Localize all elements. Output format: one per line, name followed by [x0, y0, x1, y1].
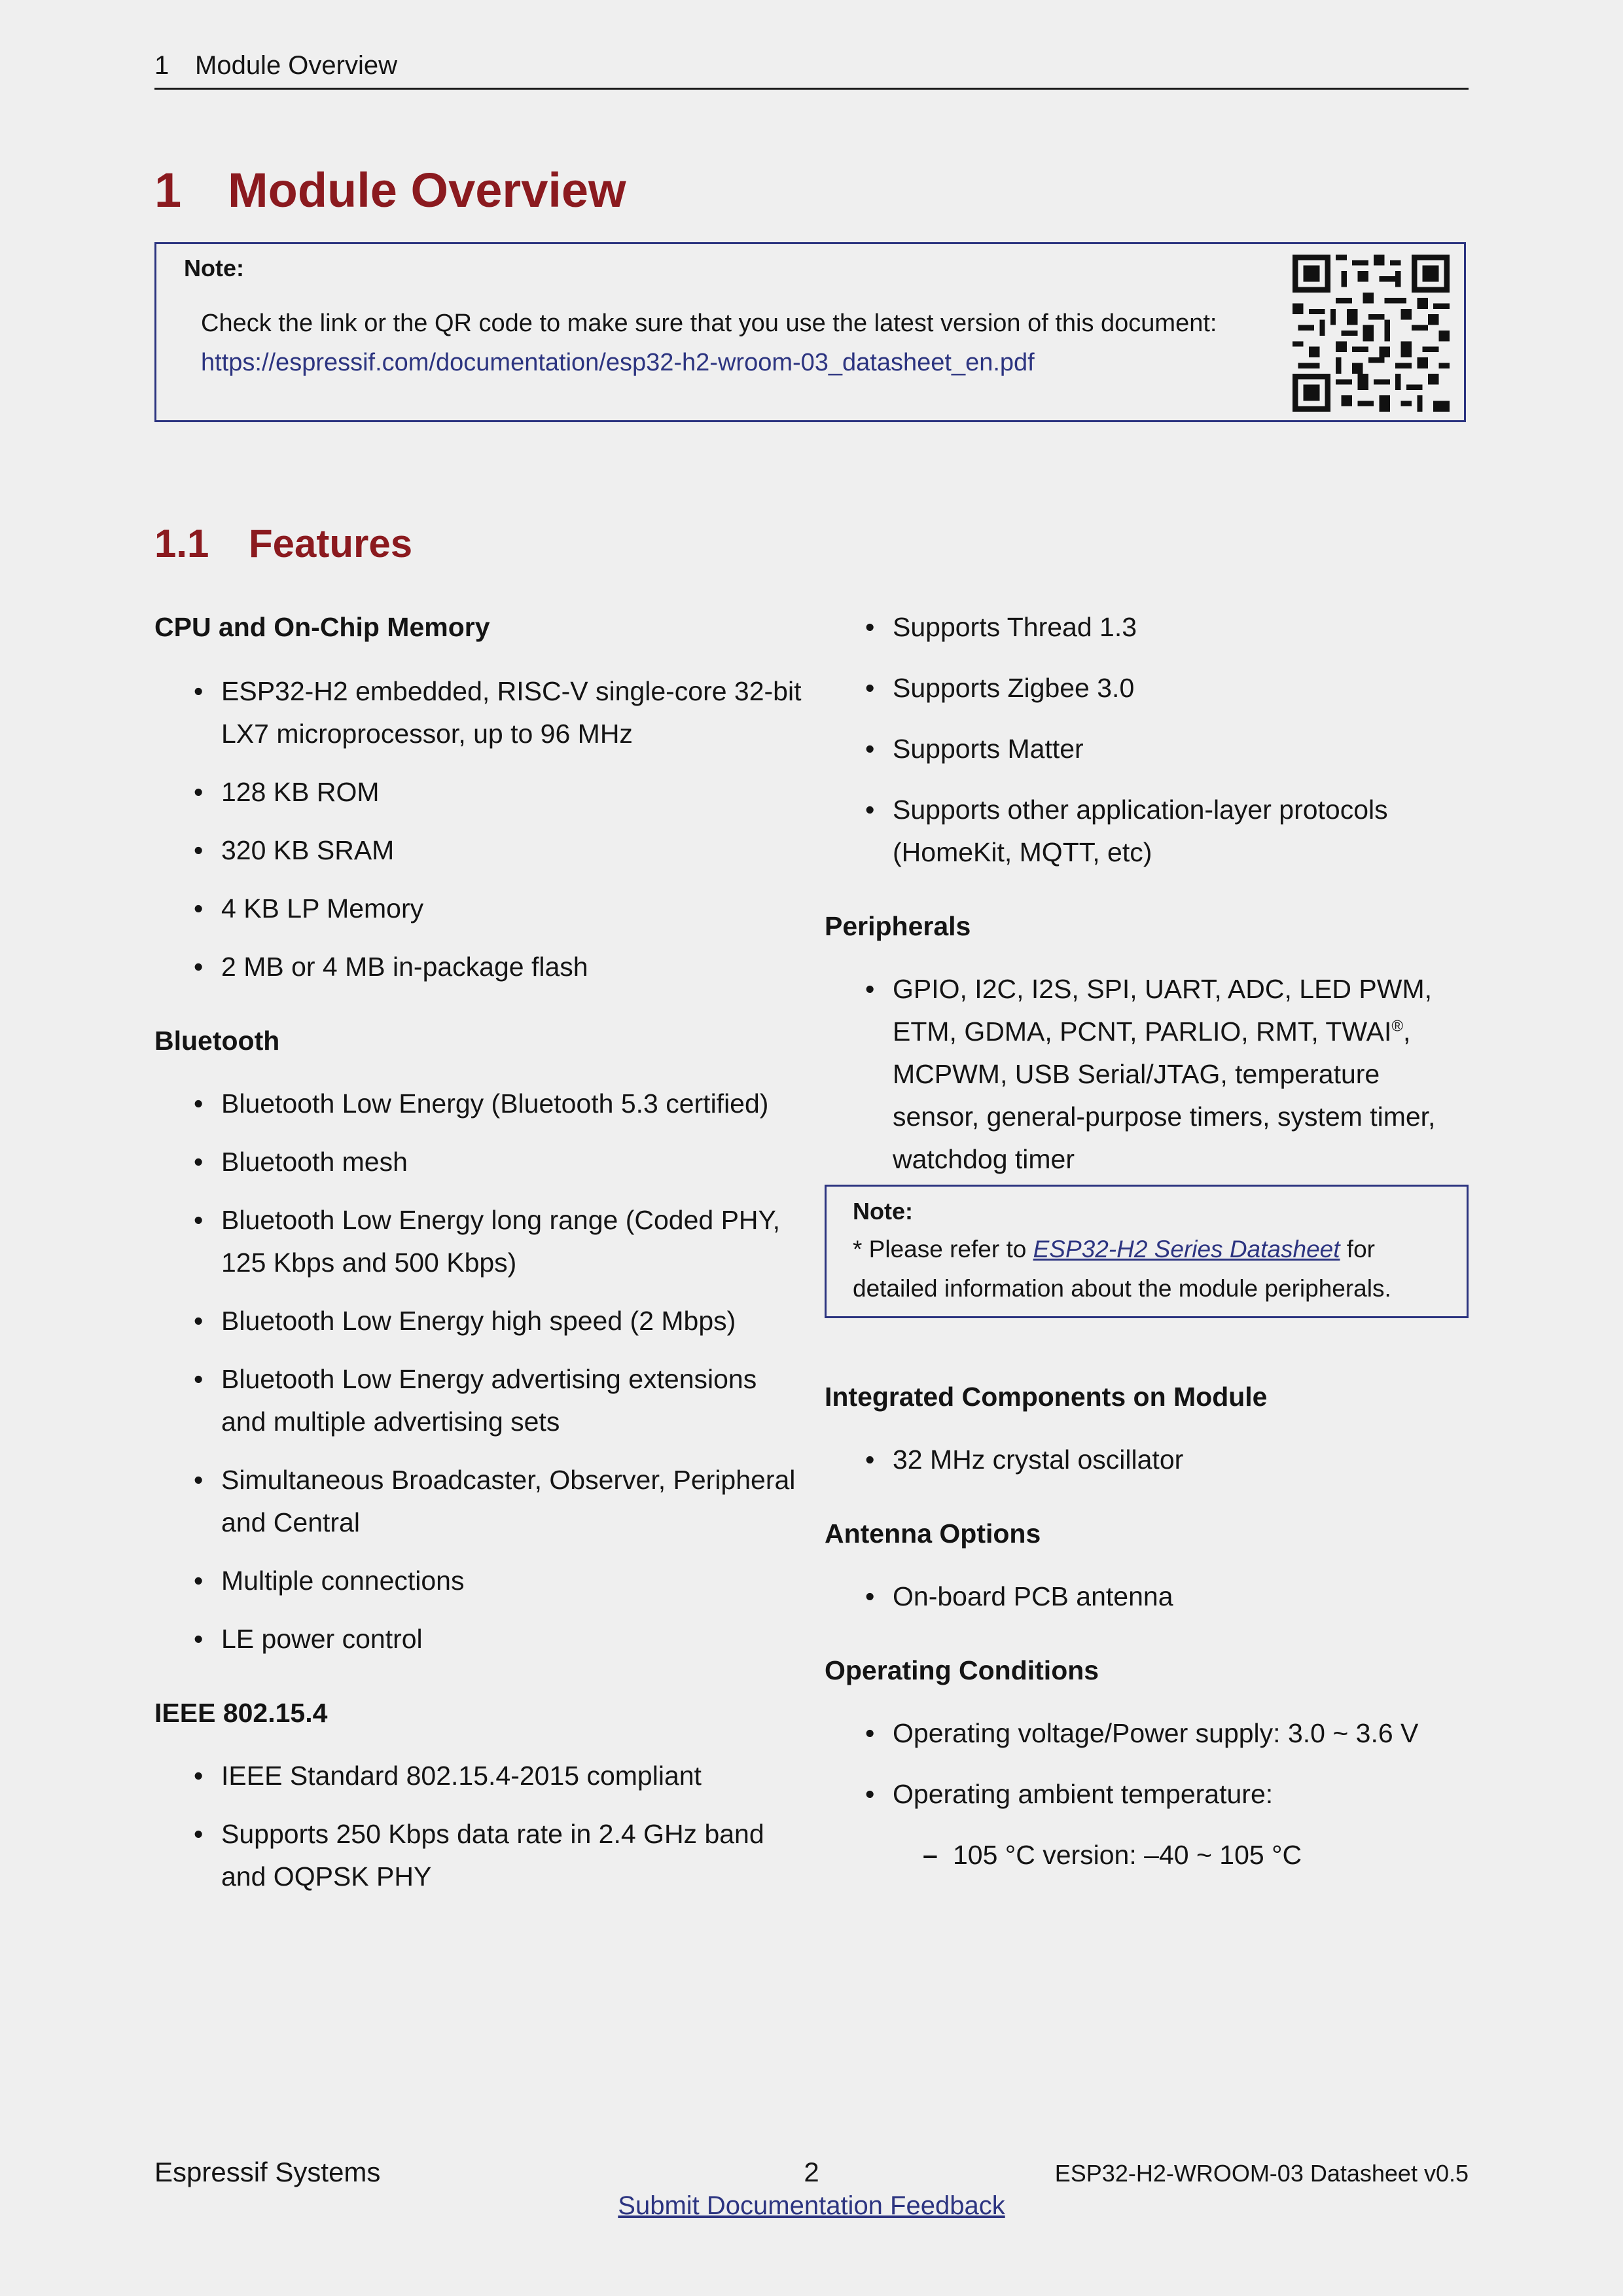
version-note-text: Check the link or the QR code to make sure that you use the latest version of this document: — [201, 310, 1217, 337]
antenna-title: Antenna Options — [825, 1518, 1041, 1549]
list-item: • Operating ambient temperature: — [865, 1779, 1274, 1809]
list-item: • ESP32-H2 embedded, RISC-V single-core 32-bit LX7 microprocessor, up to 96 MHz — [194, 676, 802, 749]
peripherals-list — [825, 968, 1469, 1181]
list-item: • LE power control — [194, 1624, 423, 1654]
ieee-list — [154, 1755, 809, 1898]
bluetooth-title: Bluetooth — [154, 1026, 280, 1056]
chapter-title-text: Module Overview — [228, 163, 626, 217]
list-item: • Supports Zigbee 3.0 — [865, 673, 1135, 703]
version-note — [154, 242, 1466, 422]
footer-doc-title: ESP32-H2-WROOM-03 Datasheet v0.5 — [1054, 2160, 1469, 2187]
list-item: • 4 KB LP Memory — [194, 893, 424, 924]
submit-feedback-link[interactable]: Submit Documentation Feedback — [618, 2191, 1005, 2220]
list-item: • Supports Matter — [865, 734, 1084, 764]
peripheral-note — [825, 1185, 1469, 1318]
qr-code-icon[interactable] — [1293, 255, 1450, 412]
cpu-title: CPU and On-Chip Memory — [154, 612, 490, 642]
features-right-column — [825, 606, 1469, 1876]
integrated-title: Integrated Components on Module — [825, 1382, 1268, 1412]
footer-company: Espressif Systems — [154, 2157, 381, 2187]
running-header — [154, 51, 1469, 90]
list-item: • Bluetooth Low Energy long range (Coded PHY, 125 Kbps and 500 Kbps) — [194, 1205, 780, 1278]
list-item: • 128 KB ROM — [194, 777, 380, 807]
section-title-text: Features — [249, 522, 413, 565]
list-item: • Simultaneous Broadcaster, Observer, Peripheral and Central — [194, 1465, 796, 1537]
list-item: • 320 KB SRAM — [194, 835, 395, 865]
page-number: 2 — [804, 2157, 819, 2187]
chapter-title — [154, 162, 626, 218]
running-header-number: 1 — [154, 51, 169, 80]
version-note-label: Note: — [184, 255, 244, 281]
list-item: • 32 MHz crystal oscillator — [865, 1444, 1184, 1475]
integrated-list — [825, 1439, 1469, 1481]
ieee-title: IEEE 802.15.4 — [154, 1698, 328, 1728]
list-item: • Bluetooth Low Energy high speed (2 Mbps) — [194, 1306, 736, 1336]
chapter-number: 1 — [154, 163, 182, 217]
feedback-link-row — [0, 2191, 1623, 2221]
list-item: • Supports other application-layer protocols (HomeKit, MQTT, etc) — [865, 795, 1388, 867]
list-item: • 2 MB or 4 MB in-package flash — [194, 952, 588, 982]
list-item: • Multiple connections — [194, 1566, 465, 1596]
peripheral-note-label: Note: — [853, 1198, 913, 1225]
running-header-title: Module Overview — [195, 51, 398, 80]
list-item: • Bluetooth Low Energy advertising extensions and multiple advertising sets — [194, 1364, 757, 1437]
protocol-list — [825, 606, 1469, 874]
operating-list — [825, 1712, 1469, 1876]
section-number: 1.1 — [154, 522, 209, 565]
latest-version-link[interactable]: https://espressif.com/documentation/esp32-h2-wroom-03_datasheet_en.pdf — [201, 349, 1035, 376]
list-item: • Supports 250 Kbps data rate in 2.4 GHz band and OQPSK PHY — [194, 1819, 764, 1892]
peripheral-note-text: * Please refer to ESP32-H2 Series Datasheet for detailed information about the module peripherals. — [853, 1236, 1391, 1302]
operating-title: Operating Conditions — [825, 1655, 1099, 1685]
list-item: • Bluetooth Low Energy (Bluetooth 5.3 certified) — [194, 1088, 769, 1119]
bluetooth-list — [154, 1083, 809, 1660]
section-title — [154, 521, 412, 566]
series-datasheet-link[interactable]: ESP32-H2 Series Datasheet — [1033, 1236, 1340, 1263]
list-item: • Operating voltage/Power supply: 3.0 ~ 3.6 V — [865, 1718, 1419, 1748]
features-left-column — [154, 607, 809, 1898]
cpu-list — [154, 670, 809, 988]
registered-mark: ® — [1391, 1017, 1404, 1035]
list-item: • Supports Thread 1.3 — [865, 612, 1137, 642]
antenna-list — [825, 1575, 1469, 1618]
list-item: • On-board PCB antenna — [865, 1581, 1173, 1611]
list-item: • IEEE Standard 802.15.4-2015 compliant — [194, 1761, 702, 1791]
list-item: • Bluetooth mesh — [194, 1147, 408, 1177]
peripherals-title: Peripherals — [825, 911, 971, 941]
list-subitem: – 105 °C version: –40 ~ 105 °C — [923, 1840, 1302, 1870]
list-item: • GPIO, I2C, I2S, SPI, UART, ADC, LED PWM, ETM, GDMA, PCNT, PARLIO, RMT, TWAI®, MCPWM, USB Serial/JTAG, temperature sensor, general-purpose timers, system timer, watchdog timer — [865, 974, 1436, 1174]
